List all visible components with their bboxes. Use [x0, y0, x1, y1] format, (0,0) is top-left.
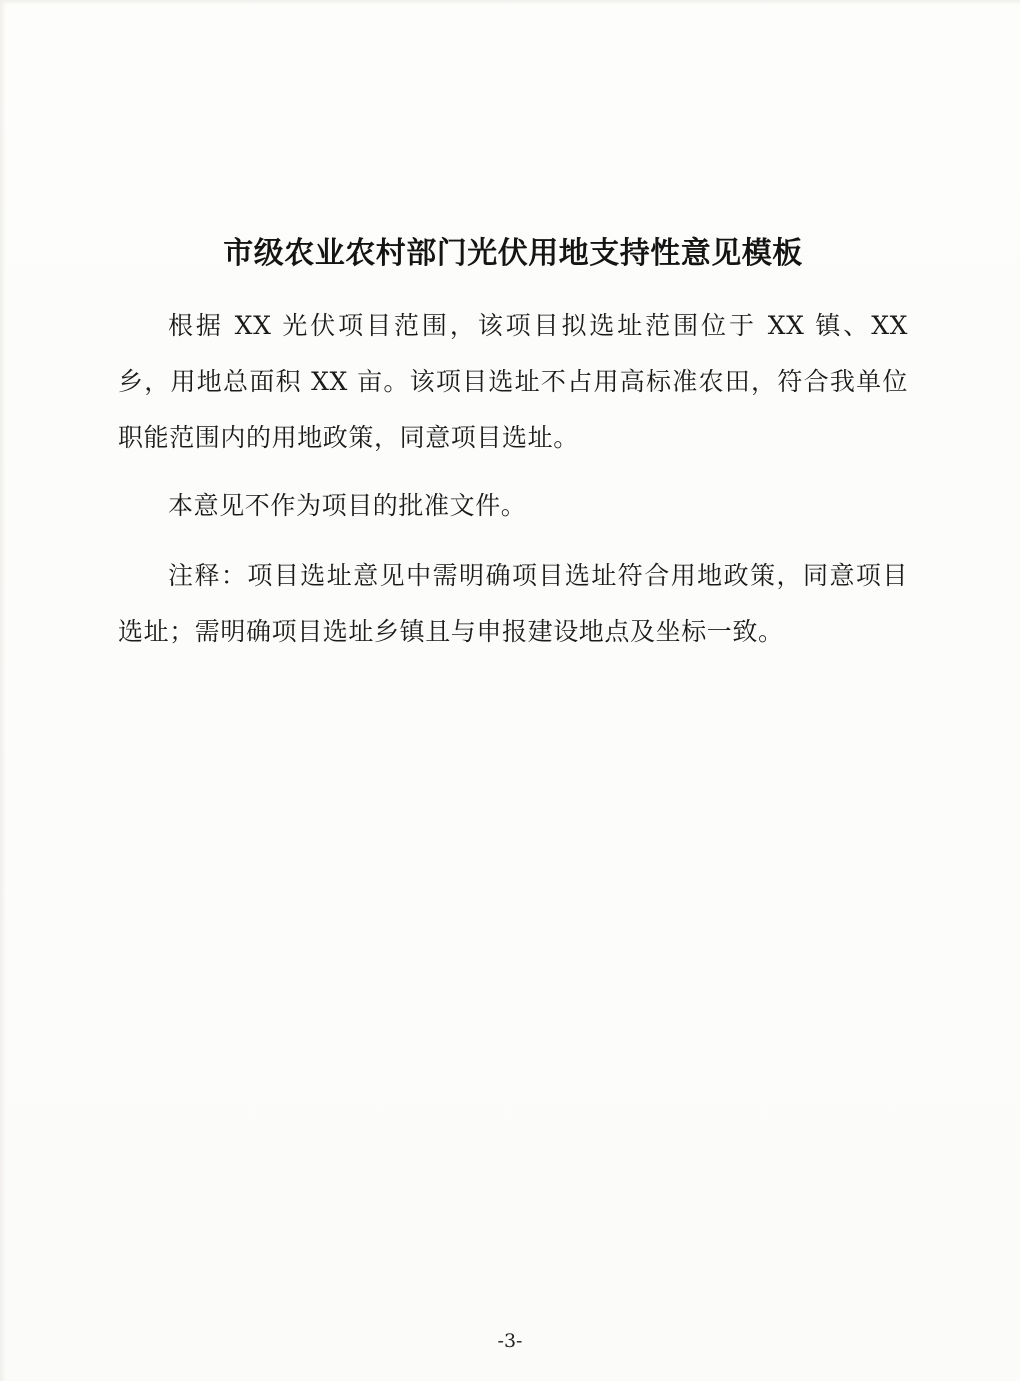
- page-number: -3-: [497, 1330, 523, 1352]
- page-title: 市级农业农村部门光伏用地支持性意见模板: [223, 236, 803, 271]
- paragraph-disclaimer: 本意见不作为项目的批准文件。: [168, 491, 527, 520]
- page-edge-shadow-top: [0, 0, 1020, 5]
- document-body: [118, 228, 908, 672]
- paragraph-note: 注释：项目选址意见中需明确项目选址符合用地政策，同意项目选址；需明确项目选址乡镇且与申报建设地点及坐标一致。: [118, 561, 908, 646]
- paragraph-main: 根据 XX 光伏项目范围，该项目拟选址范围位于 XX 镇、XX 乡，用地总面积 XX 亩。该项目选址不占用高标准农田，符合我单位职能范围内的用地政策，同意项目选址。: [118, 311, 908, 452]
- page-edge-shadow-left: [0, 0, 6, 1381]
